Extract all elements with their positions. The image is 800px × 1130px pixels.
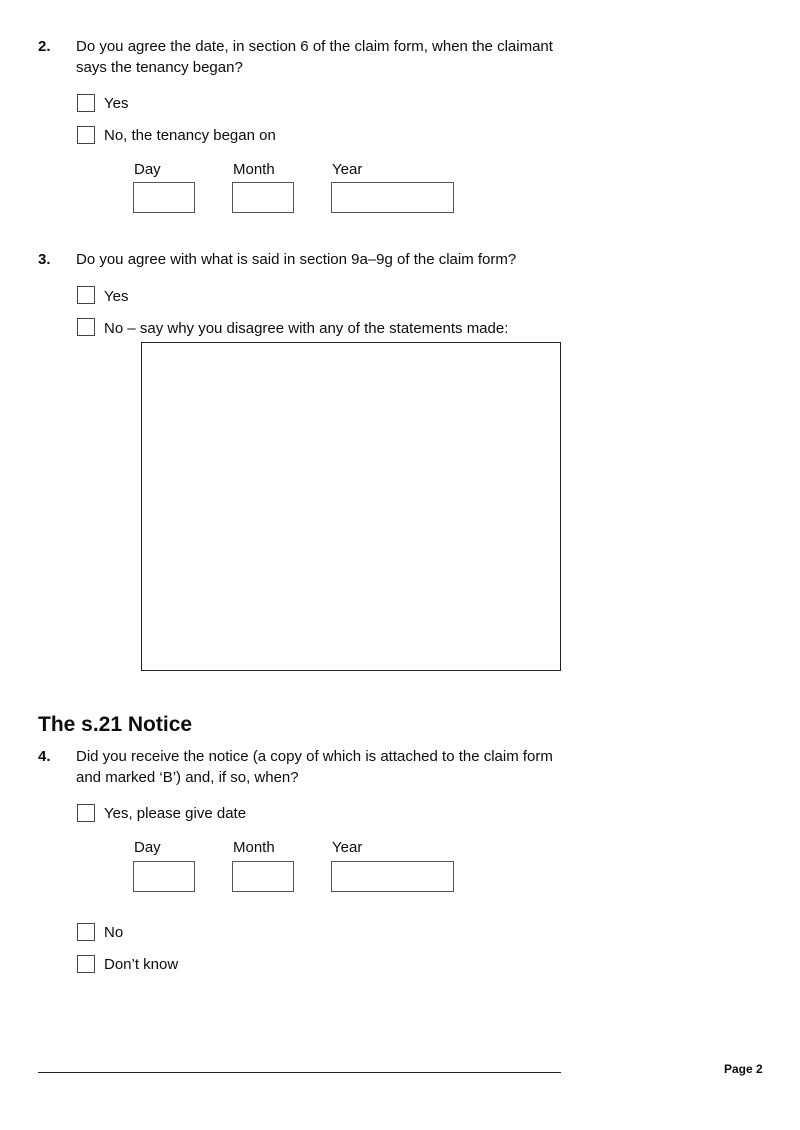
q2-no-label: No, the tenancy began on [104,127,276,144]
question-4-number: 4. [38,748,51,765]
q4-day-label: Day [134,839,161,856]
footer-divider [38,1072,561,1073]
q4-month-field[interactable] [232,861,294,892]
q2-month-field[interactable] [232,182,294,213]
q4-year-label: Year [332,839,363,856]
section-title: The s.21 Notice [38,713,193,736]
q4-yes-label: Yes, please give date [104,805,247,822]
question-3-number: 3. [38,251,51,268]
q2-yes-checkbox[interactable] [77,94,95,112]
q2-no-checkbox[interactable] [77,126,95,144]
q4-dont-know-checkbox[interactable] [77,955,95,973]
q4-yes-checkbox[interactable] [77,804,95,822]
q2-year-label: Year [332,161,363,178]
q4-no-label: No [104,924,124,941]
q3-no-checkbox[interactable] [77,318,95,336]
q2-year-field[interactable] [331,182,454,213]
q3-no-label: No – say why you disagree with any of the statements made: [104,320,509,337]
q4-dont-know-label: Don’t know [104,956,179,973]
question-3-text: Do you agree with what is said in section 9a–9g of the claim form? [76,251,517,268]
q2-yes-label: Yes [104,95,129,112]
q4-year-field[interactable] [331,861,454,892]
q4-no-checkbox[interactable] [77,923,95,941]
q3-yes-label: Yes [104,288,129,305]
q4-day-field[interactable] [133,861,195,892]
q2-day-label: Day [134,161,161,178]
question-4-text: Did you receive the notice (a copy of which is attached to the claim form and marked ‘B’) and, if so, when? [76,748,553,786]
q2-day-field[interactable] [133,182,195,213]
question-2-number: 2. [38,38,51,55]
q4-month-label: Month [233,839,275,856]
question-2-text: Do you agree the date, in section 6 of the claim form, when the claimant says the tenancy began? [76,38,553,76]
page-number: Page 2 [724,1062,763,1076]
q2-month-label: Month [233,161,275,178]
q3-yes-checkbox[interactable] [77,286,95,304]
q3-disagree-textarea[interactable] [141,342,561,671]
